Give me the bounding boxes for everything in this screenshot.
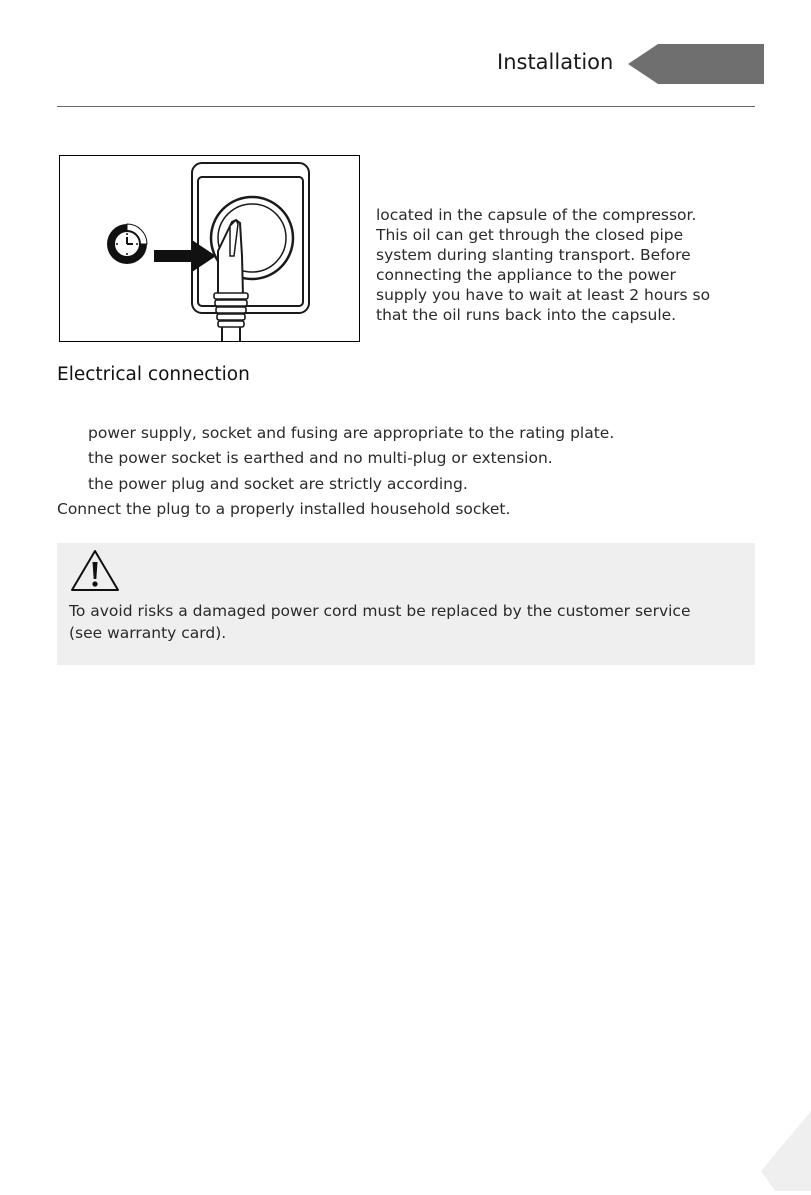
warning-triangle-icon bbox=[69, 548, 121, 598]
connect-instruction: Connect the plug to a properly installed household socket. bbox=[57, 500, 511, 518]
oil-note-line: that the oil runs back into the capsule. bbox=[376, 306, 677, 324]
plug-socket-illustration bbox=[59, 155, 360, 342]
electrical-connection-heading: Electrical connection bbox=[57, 364, 250, 385]
oil-note-line: This oil can get through the closed pipe bbox=[376, 226, 684, 244]
warning-line: (see warranty card). bbox=[69, 624, 227, 642]
warning-line: To avoid risks a damaged power cord must be replaced by the customer service bbox=[69, 602, 691, 620]
check-item: the power plug and socket are strictly according. bbox=[88, 475, 468, 493]
oil-note-line: supply you have to wait at least 2 hours so bbox=[376, 286, 711, 304]
check-item: the power socket is earthed and no multi-plug or extension. bbox=[88, 449, 553, 467]
warning-box bbox=[57, 543, 755, 665]
oil-note-line: system during slanting transport. Before bbox=[376, 246, 691, 264]
oil-note-line: connecting the appliance to the power bbox=[376, 266, 676, 284]
check-item: power supply, socket and fusing are appropriate to the rating plate. bbox=[88, 424, 615, 442]
warning-text bbox=[69, 600, 745, 644]
oil-settling-note bbox=[376, 205, 746, 325]
page-section-title: Installation bbox=[497, 50, 614, 74]
oil-note-line: located in the capsule of the compressor. bbox=[376, 206, 697, 224]
clock-icon bbox=[107, 224, 147, 264]
section-tab-marker bbox=[628, 44, 764, 84]
page-corner-decoration bbox=[761, 1111, 811, 1195]
header-divider bbox=[57, 106, 755, 107]
